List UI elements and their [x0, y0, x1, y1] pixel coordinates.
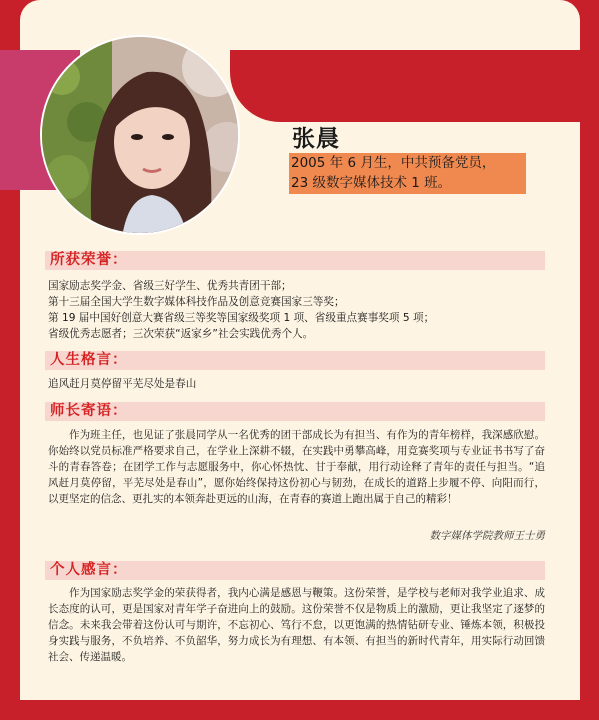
honors-heading-bar — [45, 251, 545, 270]
motto-text: 追风赶月莫停留平芜尽处是春山 — [48, 378, 197, 390]
bottom-border — [0, 700, 599, 720]
honors-heading: 所获荣誉： — [50, 252, 128, 268]
profile-photo — [40, 35, 240, 235]
teacher-message: 作为班主任，也见证了张晨同学从一名优秀的团干部成长为有担当、有作为的青年榜样，我深感欣慰。你始终以党员标准严格要求自己，在学业上深耕不辍，在实践中勇攀高峰，用竞赛奖项与专业证书书写了奋斗的青春答卷；在团学工作与志愿服务中，你心怀热忱、甘于奉献，用行动诠释了青年的责任与担当。“追风赶月莫停留，平芜尽处是春山”，愿你始终保持这份初心与韧劲，在成长的道路上步履不停、向阳而行，以更坚定的信念、更扎实的本领奔赴更远的山海，在青春的赛道上跑出属于自己的精彩！ — [48, 429, 545, 505]
intro-line: 2005 年 6 月生，中共预备党员， — [291, 155, 496, 171]
teacher-signature: 数字媒体学院教师王士勇 — [429, 530, 545, 542]
reflection-heading-bar — [45, 561, 545, 580]
honor-item: 省级优秀志愿者；三次荣获“返家乡”社会实践优秀个人。 — [48, 328, 314, 340]
motto-heading: 人生格言： — [50, 352, 128, 368]
honors-list — [48, 278, 434, 342]
honor-item: 第十三届全国大学生数字媒体科技作品及创意竞赛国家三等奖； — [48, 296, 345, 308]
teacher-heading: 师长寄语： — [50, 403, 128, 419]
reflection-text: 作为国家励志奖学金的荣获得者，我内心满是感恩与鞭策。这份荣誉，是学校与老师对我学业追求、成长态度的认可，更是国家对青年学子奋进向上的鼓励。这份荣誉不仅是物质上的激励，更让我坚定了逐梦的信念。未来我会带着这份认可与期许，不忘初心、笃行不怠，以更饱满的热情钻研专业、锤炼本领，积极投身实践与服务，不负培养、不负韶华，努力成长为有理想、有本领、有担当的新时代青年，用实际行动回馈社会、传递温暖。 — [48, 587, 545, 663]
teacher-heading-bar — [45, 402, 545, 421]
intro-line: 23 级数字媒体技术 1 班。 — [291, 175, 452, 191]
intro-box — [289, 153, 526, 194]
motto-block — [48, 376, 196, 392]
honor-item: 国家励志奖学金、省级三好学生、优秀共青团干部； — [48, 280, 292, 292]
reflection-heading: 个人感言： — [50, 562, 128, 578]
portrait-image — [42, 37, 240, 235]
motto-heading-bar — [45, 351, 545, 370]
honor-item: 第 19 届中国好创意大赛省级三等奖等国家级奖项 1 项、省级重点赛事奖项 5 项； — [48, 312, 435, 324]
student-name: 张晨 — [292, 126, 340, 152]
header-band-right — [230, 50, 599, 122]
